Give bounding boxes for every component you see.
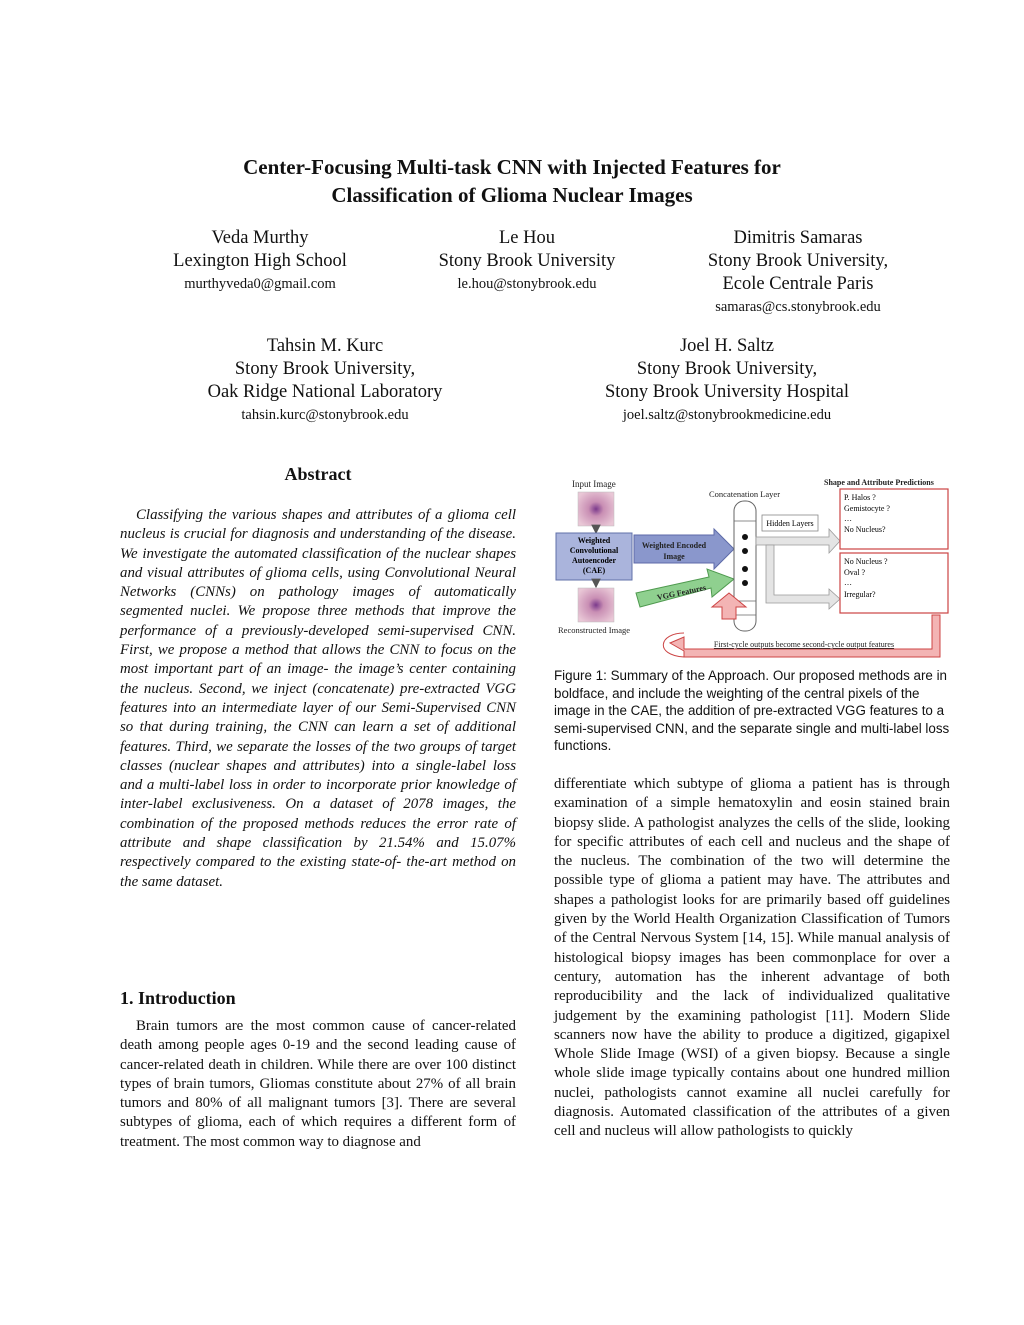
author-email[interactable]: murthyveda0@gmail.com [184, 276, 336, 292]
predictions-title: Shape and Attribute Predictions [824, 478, 934, 487]
prediction-item: Irregular? [844, 590, 876, 599]
cae-label-2: Convolutional [569, 546, 619, 555]
hidden-arrow-bottom [766, 545, 840, 609]
author-block [175, 335, 475, 426]
concatenation-label: Concatenation Layer [709, 489, 781, 499]
prediction-item: … [844, 514, 852, 523]
author-block [397, 227, 657, 295]
author-affiliation: Stony Brook University, [707, 251, 889, 271]
author-email[interactable]: joel.saltz@stonybrookmedicine.edu [622, 407, 832, 423]
author-affiliation: Stony Brook University [438, 251, 616, 271]
prediction-item: No Nucleus ? [844, 557, 888, 566]
prediction-item: Gemistocyte ? [844, 504, 890, 513]
paper-title [0, 153, 1024, 209]
introduction-body: Brain tumors are the most common cause of cancer-related death among people ages 0-19 and the second leading cause of cancer-related death in children. While there are over 100 distinct types of brain tumors, Gliomas constitute about 27% of all brain tumors and 80% of all malignant tumors [3]. There are several subtypes of glioma, each of which requires a different form of treatment. The most common way to diagnose and [120, 1018, 516, 1150]
neuron-dot [742, 534, 748, 540]
cae-label-3: Autoencoder [572, 556, 616, 565]
reconstructed-image-label: Reconstructed Image [558, 625, 630, 635]
author-name: Dimitris Samaras [733, 228, 863, 248]
author-block [577, 335, 877, 426]
author-email[interactable]: samaras@cs.stonybrook.edu [715, 299, 881, 315]
author-name: Veda Murthy [211, 228, 309, 248]
feedback-arrow [670, 615, 940, 657]
author-block [668, 227, 928, 318]
author-name: Tahsin M. Kurc [266, 336, 384, 356]
title-line-1: Center-Focusing Multi-task CNN with Injected Features for [243, 155, 781, 179]
encoded-label-1: Weighted Encoded [641, 541, 707, 550]
author-affiliation-2: Ecole Centrale Paris [722, 274, 874, 294]
neuron-dot [742, 580, 748, 586]
title-line-2: Classification of Glioma Nuclear Images [331, 183, 693, 207]
neuron-dot [742, 548, 748, 554]
author-affiliation-2: Stony Brook University Hospital [604, 382, 850, 402]
author-name: Le Hou [499, 228, 555, 248]
figure-1-caption: Figure 1: Summary of the Approach. Our proposed methods are in boldface, and include the weighting of the central pixels of the image in the CAE, the addition of pre-extracted VGG features to a semi-supervised CNN, and the separate single and multi-label loss functions. [554, 668, 950, 753]
prediction-item: P. Halos ? [844, 493, 876, 502]
section-heading-introduction: 1. Introduction [120, 988, 236, 1008]
figure-1-diagram [554, 473, 952, 659]
neuron-dot [742, 566, 748, 572]
cae-label-4: (CAE) [582, 566, 606, 575]
hidden-layers-label: Hidden Layers [766, 519, 814, 528]
prediction-item: Oval ? [844, 568, 866, 577]
author-affiliation: Stony Brook University, [636, 359, 818, 379]
feedback-label: First-cycle outputs become second-cycle output features [713, 640, 895, 649]
cae-label-1: Weighted [577, 536, 611, 545]
encoded-label-2: Image [663, 552, 685, 561]
input-image-thumbnail [578, 492, 614, 526]
abstract-body: Classifying the various shapes and attributes of a glioma cell nucleus is crucial for diagnosis and understanding of the disease. We investigate the automated classification of the nuclear shapes and visual attributes of glioma cells, using Convolutional Neural Networks (CNNs) on pathology images of automatically segmented nuclei. We propose three methods that improve the performance of a previously-developed semi-supervised CNN. First, we propose a method that allows the CNN to focus on the most important part of an image- the image’s center containing the nucleus. Second, we inject (concatenate) pre-extracted VGG features into an intermediate layer of our Semi-Supervised CNN so that during training, the CNN can learn a set of additional features. Third, we separate the losses of the two groups of target classes (nuclear shapes and attributes) into a single-label loss and a multi-label loss in order to incorporate prior knowledge of inter-label exclusiveness. On a dataset of 2078 images, the combination of the proposed methods reduces the error rate of attribute and shape classification by 21.54% and 15.07% respectively compared to the existing state-of- the-art method on the same dataset. [120, 507, 516, 890]
author-name: Joel H. Saltz [679, 336, 775, 356]
vgg-label: VGG Features [656, 582, 707, 603]
input-image-label: Input Image [572, 479, 616, 489]
prediction-item: … [844, 578, 852, 587]
prediction-item: No Nucleus? [844, 525, 886, 534]
introduction-body-continued: differentiate which subtype of glioma a patient has is through examination of a simple hematoxylin and eosin stained brain biopsy slide. A pathologist analyzes the cells of the slide, looking for specific attributes of each cell and nucleus and the shape of the nucleus. The combination of the two will determine the possible type of glioma a patient may have. The attributes and shapes a pathologist looks for are primarily based off guidelines given by the World Health Organization Classification of Tumors of the Central Nervous System [14, 15]. While manual analysis of histological biopsy images has been commonplace for over a century, automation has the inherent advantage of both reproducibility and the lack of individualized qualitative judgement by the examining pathologist [11]. Modern Slide scanners now have the ability to produce a digitized, gigapixel Whole Slide Image (WSI) of a given biopsy. Because a single whole slide image typically contains about one hundred million nuclei, pathologists cannot examine all nuclei carefully for diagnosis. Automated classification of the attributes of a given cell and nucleus will allow pathologists to quickly [554, 776, 950, 1140]
author-email[interactable]: tahsin.kurc@stonybrook.edu [241, 407, 409, 423]
reconstructed-image-thumbnail [578, 588, 614, 622]
author-affiliation: Lexington High School [173, 251, 347, 271]
author-affiliation: Stony Brook University, [234, 359, 416, 379]
author-email[interactable]: le.hou@stonybrook.edu [457, 276, 597, 292]
abstract-heading: Abstract [284, 464, 352, 484]
author-block [130, 227, 390, 295]
author-affiliation-2: Oak Ridge National Laboratory [207, 382, 443, 402]
